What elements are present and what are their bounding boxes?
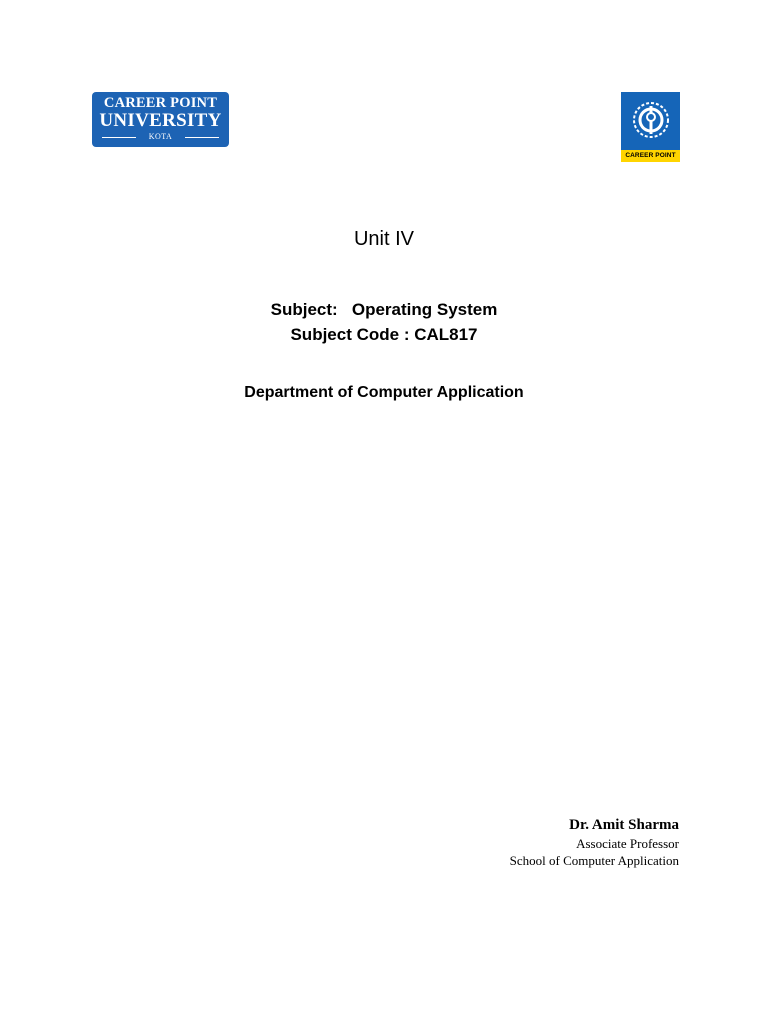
subject-line: Subject: Operating System [270,300,498,319]
logo-line-2: UNIVERSITY [99,110,222,131]
career-point-logo [621,92,680,162]
career-point-university-logo [92,92,229,147]
department-line: Department of Computer Application [244,384,524,401]
author-school: School of Computer Application [509,853,679,868]
logo-line-1: CAREER POINT [103,95,218,111]
career-point-band-text: CAREER POINT [621,150,680,162]
career-point-emblem-icon [631,100,671,140]
logo-line-3: KOTA [148,132,173,141]
author-designation: Associate Professor [576,836,679,851]
unit-title: Unit IV [353,228,415,250]
author-block [510,816,679,869]
subject-code-line: Subject Code : CAL817 [290,325,478,344]
author-name: Dr. Amit Sharma [569,817,679,833]
